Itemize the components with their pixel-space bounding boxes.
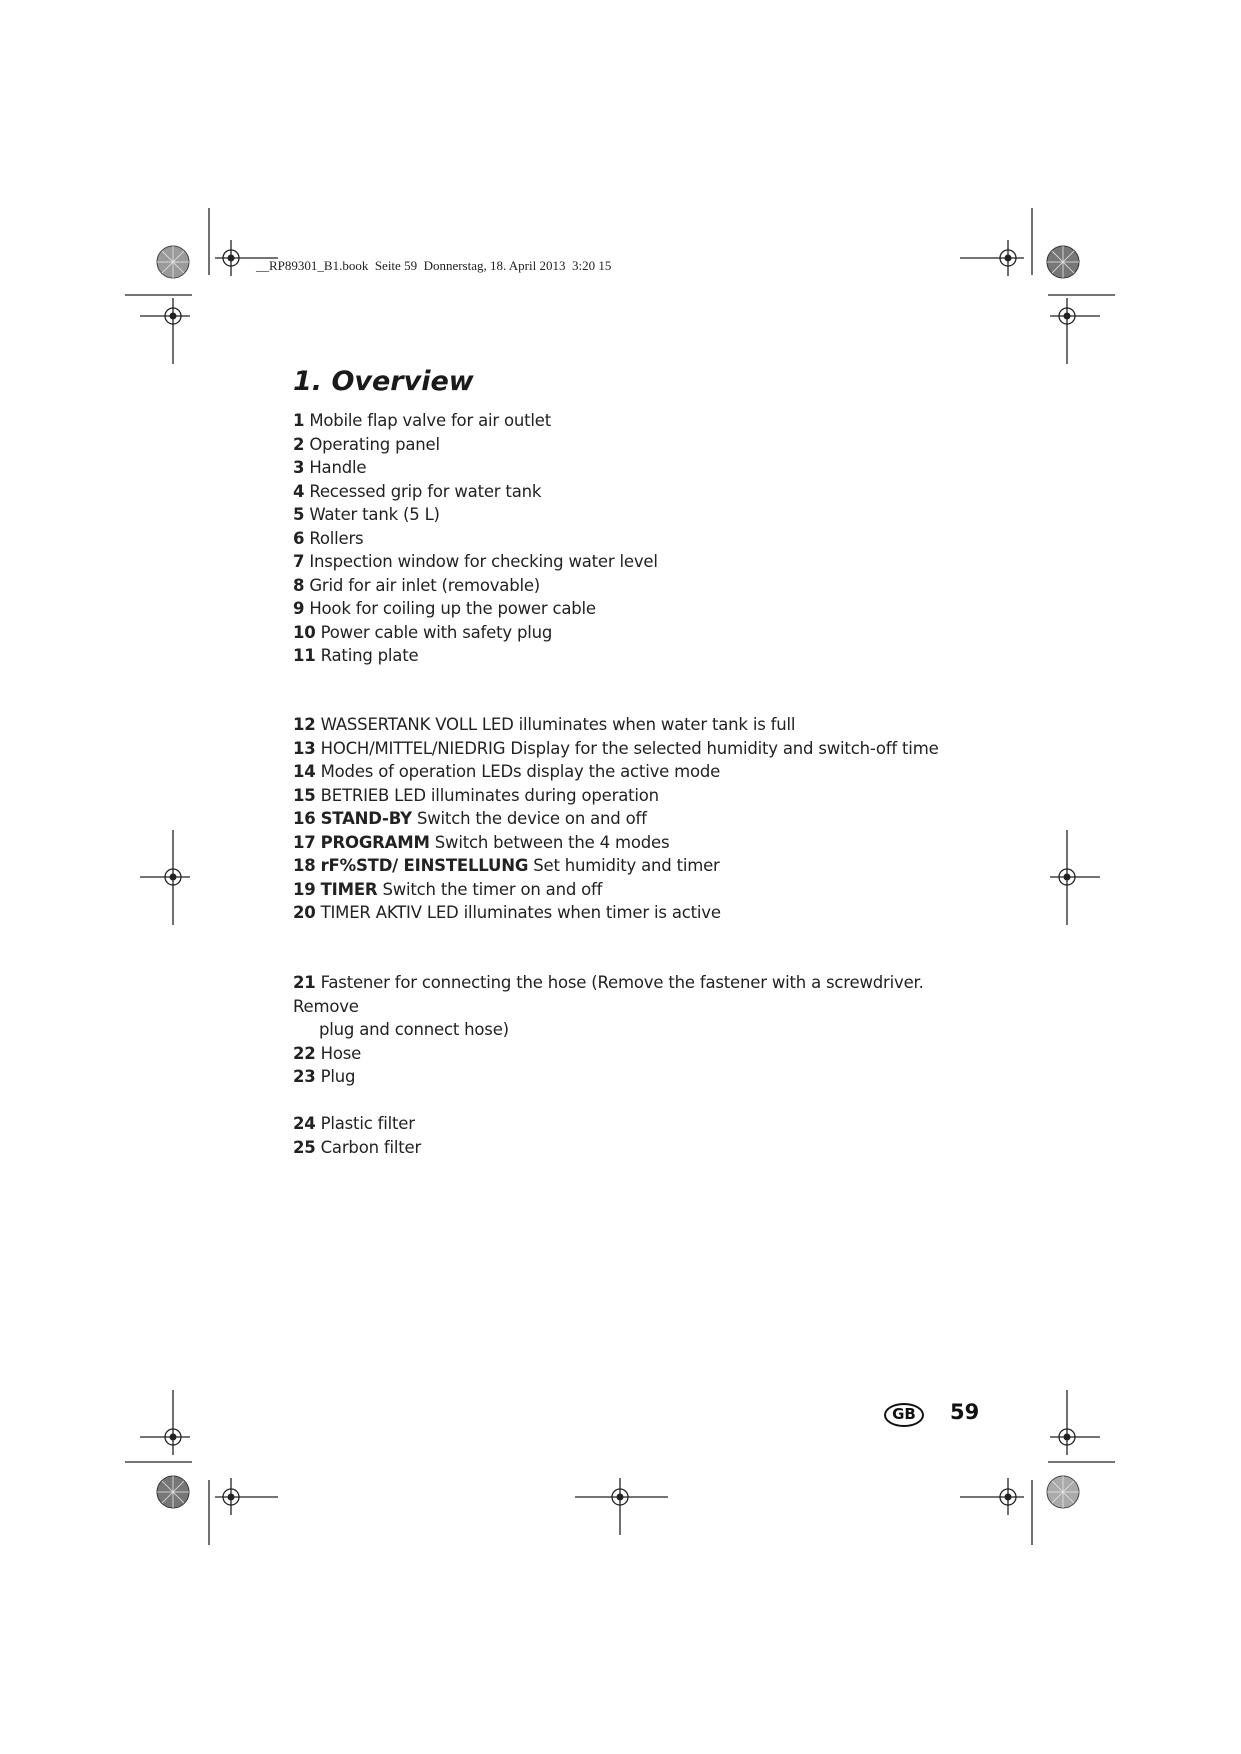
item-number: 19 bbox=[293, 879, 316, 899]
parts-list-filters bbox=[293, 1112, 993, 1159]
item-text: HOCH/MITTEL/NIEDRIG Display for the selected humidity and switch-off time bbox=[320, 738, 939, 758]
item-number: 8 bbox=[293, 575, 305, 595]
parts-list-control-panel bbox=[293, 713, 993, 925]
list-item bbox=[293, 1065, 993, 1089]
item-number: 1 bbox=[293, 411, 305, 430]
item-text: Hose bbox=[320, 1043, 362, 1063]
item-text: Modes of operation LEDs display the active mode bbox=[320, 762, 721, 781]
list-item bbox=[293, 621, 993, 645]
item-keyword: PROGRAMM bbox=[320, 832, 430, 852]
item-text: Switch the timer on and off bbox=[382, 879, 603, 899]
item-text: Operating panel bbox=[309, 434, 440, 454]
list-item bbox=[293, 1136, 993, 1160]
item-number: 5 bbox=[293, 505, 305, 524]
list-item bbox=[293, 480, 993, 504]
list-item bbox=[293, 831, 993, 855]
item-text: Switch the device on and off bbox=[416, 809, 647, 828]
item-text-continuation: plug and connect hose) bbox=[319, 1020, 509, 1039]
list-item bbox=[293, 1112, 993, 1136]
item-number: 14 bbox=[293, 762, 316, 781]
item-text: Grid for air inlet (removable) bbox=[309, 575, 541, 595]
item-text: Set humidity and timer bbox=[533, 856, 720, 875]
parts-list-hose bbox=[293, 971, 993, 1089]
page-number: 59 bbox=[950, 1400, 980, 1424]
item-keyword: TIMER bbox=[320, 879, 378, 899]
item-number: 15 bbox=[293, 785, 316, 805]
item-keyword: STAND-BY bbox=[320, 809, 412, 828]
item-text: Rating plate bbox=[320, 646, 419, 665]
list-item bbox=[293, 737, 993, 761]
item-text: Switch between the 4 modes bbox=[434, 832, 670, 852]
item-number: 25 bbox=[293, 1137, 316, 1157]
item-text: WASSERTANK VOLL LED illuminates when water tank is full bbox=[320, 715, 796, 734]
list-item bbox=[293, 971, 993, 1042]
item-number: 7 bbox=[293, 552, 305, 571]
list-item bbox=[293, 597, 993, 621]
item-number: 12 bbox=[293, 715, 316, 734]
list-item bbox=[293, 527, 993, 551]
list-item bbox=[293, 503, 993, 527]
item-text: Plastic filter bbox=[320, 1114, 415, 1133]
item-text: Handle bbox=[309, 458, 367, 477]
item-number: 20 bbox=[293, 903, 316, 922]
list-item bbox=[293, 878, 993, 902]
item-text: Carbon filter bbox=[320, 1137, 422, 1157]
item-text: Recessed grip for water tank bbox=[309, 481, 542, 501]
list-item bbox=[293, 713, 993, 737]
list-item bbox=[293, 1042, 993, 1066]
item-text: Inspection window for checking water level bbox=[309, 552, 658, 571]
item-number: 13 bbox=[293, 738, 316, 758]
item-number: 21 bbox=[293, 973, 316, 992]
list-item bbox=[293, 456, 993, 480]
item-number: 23 bbox=[293, 1067, 316, 1086]
item-text: Plug bbox=[320, 1067, 356, 1086]
list-item bbox=[293, 760, 993, 784]
item-number: 11 bbox=[293, 646, 316, 665]
list-item bbox=[293, 807, 993, 831]
print-slug: __RP89301_B1.book Seite 59 Donnerstag, 18. April 2013 3:20 15 bbox=[256, 258, 612, 273]
item-text: Water tank (5 L) bbox=[309, 505, 440, 524]
list-item bbox=[293, 901, 993, 925]
list-item bbox=[293, 644, 993, 668]
item-number: 10 bbox=[293, 622, 316, 642]
list-item bbox=[293, 574, 993, 598]
item-text: Mobile flap valve for air outlet bbox=[309, 411, 552, 430]
item-number: 2 bbox=[293, 434, 305, 454]
parts-list-general bbox=[293, 409, 993, 668]
item-text: Fastener for connecting the hose (Remove the fastener with a screwdriver. Remove bbox=[293, 973, 924, 1016]
item-number: 6 bbox=[293, 528, 305, 548]
item-number: 22 bbox=[293, 1043, 316, 1063]
item-number: 3 bbox=[293, 458, 305, 477]
country-code-badge: GB bbox=[884, 1403, 924, 1427]
item-number: 9 bbox=[293, 599, 305, 618]
item-text: Rollers bbox=[309, 528, 364, 548]
item-number: 18 bbox=[293, 856, 316, 875]
item-text: Power cable with safety plug bbox=[320, 622, 553, 642]
item-text: Hook for coiling up the power cable bbox=[309, 599, 596, 618]
item-number: 24 bbox=[293, 1114, 316, 1133]
page-title: 1. Overview bbox=[293, 366, 474, 397]
list-item bbox=[293, 409, 993, 433]
item-number: 17 bbox=[293, 832, 316, 852]
item-number: 4 bbox=[293, 481, 305, 501]
item-text: TIMER AKTIV LED illuminates when timer is active bbox=[320, 903, 721, 922]
item-text: BETRIEB LED illuminates during operation bbox=[320, 785, 659, 805]
list-item bbox=[293, 854, 993, 878]
item-keyword: rF%STD/ EINSTELLUNG bbox=[320, 856, 529, 875]
list-item bbox=[293, 784, 993, 808]
list-item bbox=[293, 433, 993, 457]
list-item bbox=[293, 550, 993, 574]
item-number: 16 bbox=[293, 809, 316, 828]
